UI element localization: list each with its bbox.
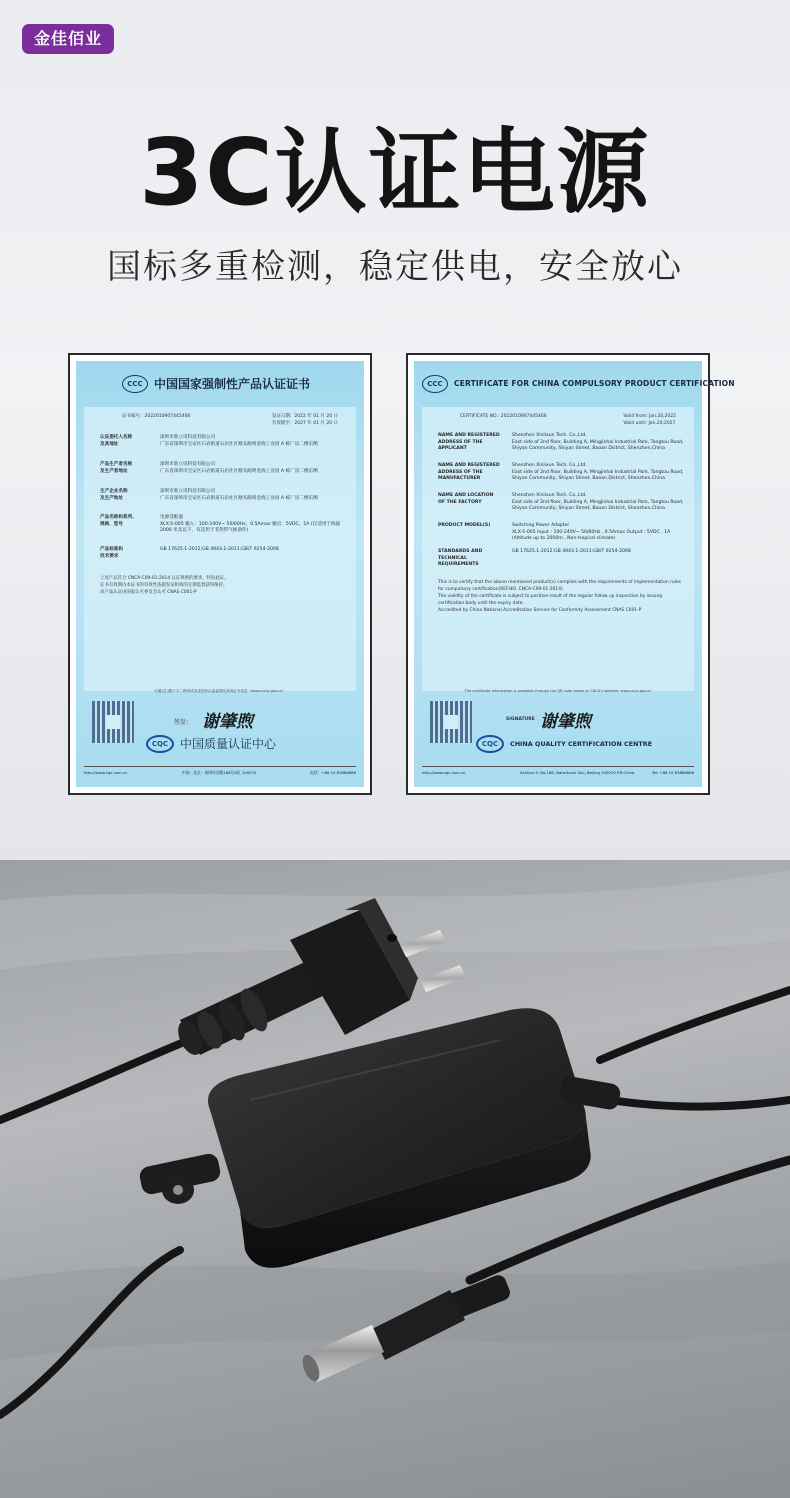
signature-label: SIGNATURE [506,717,535,722]
power-adapter-illustration [0,860,790,1498]
signature: 谢肇煦 [540,712,591,732]
issue-date: 发证日期：2022 年 01 月 20 日 [271,414,338,419]
certificate-background [414,361,735,787]
certificate-statement: This is to certify that the above mentioned product(s) complies with the requirements of implementation rules for compulsory certification(REF.NO. CNCA-C09-01:2014) The validity of the certificate is subject to positive result of the regular follow up inspection by issuing certification body until the expiry date. Accredited by China National Accreditation Service for Conformity Assessment CNAS C001-P [438,580,681,613]
certificate-footer [84,766,356,779]
row-value: Shenzhen Xinlixun Tech. Co.,Ltd. East side of 2nd floor, Building A, Mingjinhai Industrial Park, Tangtou Road, Shiyan Community, Shiyan Street, Baoan District, Shenzhen,China [512,493,684,511]
row-label: 生产企业名称 及生产地址 [100,489,128,501]
row-value: Shenzhen Xinlixun Tech. Co.,Ltd. East side of 2nd floor, Building A, Mingjinhai Industrial Park, Tangtou Road, Shiyan Community, Shiyan Street, Baoan District, Shenzhen,China [512,433,684,451]
row-value: 深圳市新立讯科技有限公司 广东省深圳市宝安区石岩街道石岩社区塘头路明金海工业园 A 栋厂房二楼东侧 [160,462,318,474]
certificate-title: 中国国家强制性产品认证证书 [154,377,311,391]
footer-phone: 电话：+86 10 83886666 [310,770,356,775]
row-value: 电源适配器 XLX-5-005 输入：100-240V~ 50/60Hz，0.5Amax 输出：5VDC，1A (仅适用于海拔 2000 米及以下，仅适用于非热带气候条件) [160,515,341,533]
issuer-name: 中国质量认证中心 [180,737,277,751]
qr-code-icon [430,701,472,743]
certificate-dates [623,413,676,427]
signature: 谢肇煦 [202,712,253,732]
row-label: STANDARDS AND TECHNICAL REQUIREMENTS [438,549,483,567]
certificate-chinese [68,353,372,795]
certificate-header [76,373,364,401]
certificate-title: CERTIFICATE FOR CHINA COMPULSORY PRODUCT CERTIFICATION [454,379,735,388]
page-subtitle: 国标多重检测，稳定供电，安全放心 [107,247,683,287]
cqc-logo-icon: CQC [476,735,504,753]
qr-lookup-note: 可通过扫描下方二维码或登录国家认监委网站查询证书信息（www.cnca.gov.cn） [154,689,286,693]
footer-address: Section 9, No.188, Nansihuan Xilu, Beijing 100070 P.R.China [520,770,635,775]
cqc-logo-icon: CQC [146,735,174,753]
certificate-number: CERTIFICATE NO.: 2022010907445466 [460,414,547,419]
certificate-body [422,407,694,691]
qr-code-icon [92,701,134,743]
expiry-date: Valid until: Jan.20,2027 [623,421,676,426]
footer-website: http://www.cqc.com.cn [422,770,466,775]
page-title: 3C认证电源 [139,119,651,226]
row-value: GB 17625.1-2012;GB 4943.1-2011;GB/T 9254-2008 [160,547,279,552]
product-photo [0,860,790,1498]
brand-badge: 金佳佰业 [22,24,114,54]
row-value: Switching Power Adapter XLX-5-005 Input : 100-240V~ 50/60Hz , 0.5Amax Output : 5VDC , 1A (Altitude up to 2000m , Non-tropical climate) [512,523,671,541]
expiry-date: 有效期至：2027 年 01 月 20 日 [271,421,338,426]
row-label: NAME AND REGISTERED ADDRESS OF THE APPLICANT [438,433,500,451]
row-value: Shenzhen Xinlixun Tech. Co.,Ltd. East side of 2nd floor, Building A, Mingjinhai Industrial Park, Tangtou Road, Shiyan Community, Shiyan Street, Baoan District, Shenzhen,China [512,463,684,481]
certificate-header [414,373,735,401]
footer-address: 中国 · 北京 · 南四环西路188号9区 100070 [182,770,257,775]
row-label: NAME AND REGISTERED ADDRESS OF THE MANUFACTURER [438,463,500,481]
certificate-background [76,361,364,787]
row-value: 深圳市新立讯科技有限公司 广东省深圳市宝安区石岩街道石岩社区塘头路明金海工业园 A 栋厂房二楼东侧 [160,435,318,447]
ccc-logo-icon: CCC [122,375,148,393]
certificate-english [406,353,735,795]
issue-date: Valid from: Jan.20,2022 [623,414,676,419]
row-label: 产品名称和系列、 规格、型号 [100,515,137,527]
qr-lookup-note: The certificate information is available through the QR code below or CNCA's website: www.cnca.gov.cn [464,689,652,693]
row-label: 产品标准和 技术要求 [100,547,123,559]
issuer-name: CHINA QUALITY CERTIFICATION CENTRE [510,740,653,748]
footer-phone: Tel: +86 10 83886666 [651,770,694,775]
ccc-logo-icon: CCC [422,375,448,393]
certificate-footer [422,766,694,779]
row-label: NAME AND LOCATION OF THE FACTORY [438,493,494,505]
row-label: 产品生产者名称 及生产者地址 [100,462,133,474]
certificate-body [84,407,356,691]
certificate-dates [272,413,338,427]
row-label: 认证委托人名称 及其地址 [100,435,133,447]
row-label: PRODUCT MODEL(S) [438,523,491,528]
certificate-statement: 上述产品符合 CNCA-C09-01:2014 认证规则的要求，特发此证。 证书有效期内本证书的有效性依据发证机构的定期监督获得保持。 该产品认证由国家认可委员会认可 CNAS C001-P [100,576,229,595]
row-value: 深圳市新立讯科技有限公司 广东省深圳市宝安区石岩街道石岩社区塘头路明金海工业园 A 栋厂房二楼东侧 [160,489,318,501]
signature-label: 签发： [174,719,193,726]
row-value: GB 17625.1-2012;GB 4943.1-2011;GB/T 9254-2008 [512,549,631,554]
certificate-number: 证书编号：2022010907445466 [122,414,191,419]
footer-website: http://www.cqc.com.cn [84,770,128,775]
